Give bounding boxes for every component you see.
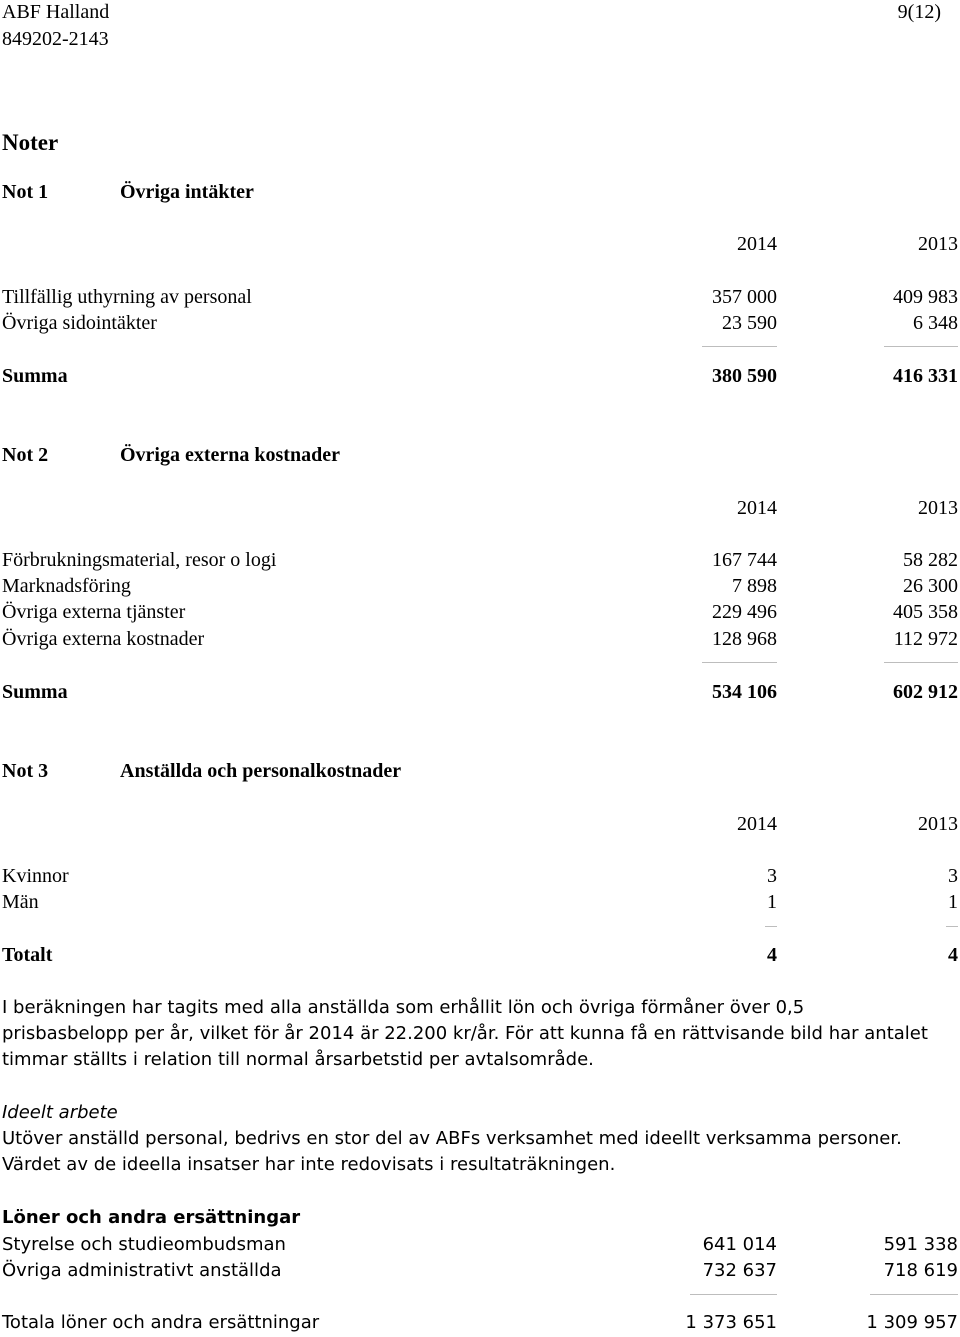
note2-title: Övriga externa kostnader [120, 444, 340, 466]
note2-total-2013: 602 912 [893, 681, 958, 703]
ideellt-heading: Ideelt arbete [2, 1102, 118, 1123]
row-value-2014: 641 014 [702, 1234, 777, 1255]
note1-title: Övriga intäkter [120, 181, 254, 203]
loner-total-label: Totala löner och andra ersättningar [2, 1312, 320, 1333]
organization-number: 849202-2143 [2, 28, 109, 50]
organization-name: ABF Halland [2, 1, 110, 23]
row-value-2013: 26 300 [903, 575, 958, 597]
note1-total-2014: 380 590 [712, 365, 777, 387]
row-value-2014: 23 590 [722, 312, 777, 334]
row-value-2013: 3 [948, 865, 958, 887]
sum-divider [765, 926, 777, 927]
note2-year-a: 2014 [737, 497, 777, 519]
row-value-2013: 58 282 [903, 549, 958, 571]
sum-divider [884, 346, 958, 347]
note3-total-2014: 4 [767, 944, 777, 966]
paragraph-line: I beräkningen har tagits med alla anställda som erhållit lön och övriga förmåner över 0,5 [2, 997, 805, 1018]
ideellt-line: Värdet av de ideella insatser har inte redovisats i resultaträkningen. [2, 1154, 616, 1175]
row-label: Kvinnor [2, 865, 69, 887]
note1-year-a: 2014 [737, 233, 777, 255]
note2-total-label: Summa [2, 681, 68, 703]
note1-total-2013: 416 331 [893, 365, 958, 387]
row-label: Tillfällig uthyrning av personal [2, 286, 252, 308]
note2-total-2014: 534 106 [712, 681, 777, 703]
loner-total-2013: 1 309 957 [866, 1312, 958, 1333]
sum-divider [884, 662, 958, 663]
row-value-2014: 1 [767, 891, 777, 913]
row-value-2013: 1 [948, 891, 958, 913]
row-label: Förbrukningsmaterial, resor o logi [2, 549, 277, 571]
note1-year-b: 2013 [918, 233, 958, 255]
row-value-2013: 405 358 [893, 601, 958, 623]
paragraph-line: timmar ställts i relation till normal årsarbetstid per avtalsområde. [2, 1049, 594, 1070]
row-value-2014: 732 637 [702, 1260, 777, 1281]
sum-divider [870, 1294, 958, 1295]
sum-divider [690, 1294, 777, 1295]
row-value-2014: 7 898 [732, 575, 777, 597]
row-value-2013: 6 348 [913, 312, 958, 334]
row-label: Övriga sidointäkter [2, 312, 157, 334]
note3-title: Anställda och personalkostnader [120, 760, 402, 782]
sum-divider [702, 662, 777, 663]
row-label: Övriga administrativt anställda [2, 1260, 282, 1281]
loner-total-2014: 1 373 651 [685, 1312, 777, 1333]
ideellt-line: Utöver anställd personal, bedrivs en stor del av ABFs verksamhet med ideellt verksamma personer. [2, 1128, 902, 1149]
row-value-2013: 718 619 [883, 1260, 958, 1281]
paragraph-line: prisbasbelopp per år, vilket för år 2014 är 22.200 kr/år. För att kunna få en rättvisande bild har antalet [2, 1023, 928, 1044]
note2-year-b: 2013 [918, 497, 958, 519]
loner-heading: Löner och andra ersättningar [2, 1207, 301, 1228]
row-label: Övriga externa kostnader [2, 628, 205, 650]
note2-label: Not 2 [2, 444, 49, 466]
row-label: Marknadsföring [2, 575, 131, 597]
note3-total-2013: 4 [948, 944, 958, 966]
row-value-2013: 409 983 [893, 286, 958, 308]
row-value-2014: 167 744 [712, 549, 777, 571]
row-label: Styrelse och studieombudsman [2, 1234, 286, 1255]
note1-total-label: Summa [2, 365, 68, 387]
row-value-2013: 112 972 [893, 628, 958, 650]
sum-divider [702, 346, 777, 347]
note3-total-label: Totalt [2, 944, 53, 966]
row-label: Övriga externa tjänster [2, 601, 186, 623]
note1-label: Not 1 [2, 181, 49, 203]
row-value-2014: 229 496 [712, 601, 777, 623]
row-value-2014: 357 000 [712, 286, 777, 308]
note3-year-b: 2013 [918, 813, 958, 835]
row-value-2014: 3 [767, 865, 777, 887]
sum-divider [946, 926, 958, 927]
row-value-2013: 591 338 [883, 1234, 958, 1255]
note3-label: Not 3 [2, 760, 49, 782]
row-value-2014: 128 968 [712, 628, 777, 650]
note3-year-a: 2014 [737, 813, 777, 835]
row-label: Män [2, 891, 39, 913]
page-number: 9(12) [897, 1, 941, 23]
section-title: Noter [2, 130, 59, 155]
